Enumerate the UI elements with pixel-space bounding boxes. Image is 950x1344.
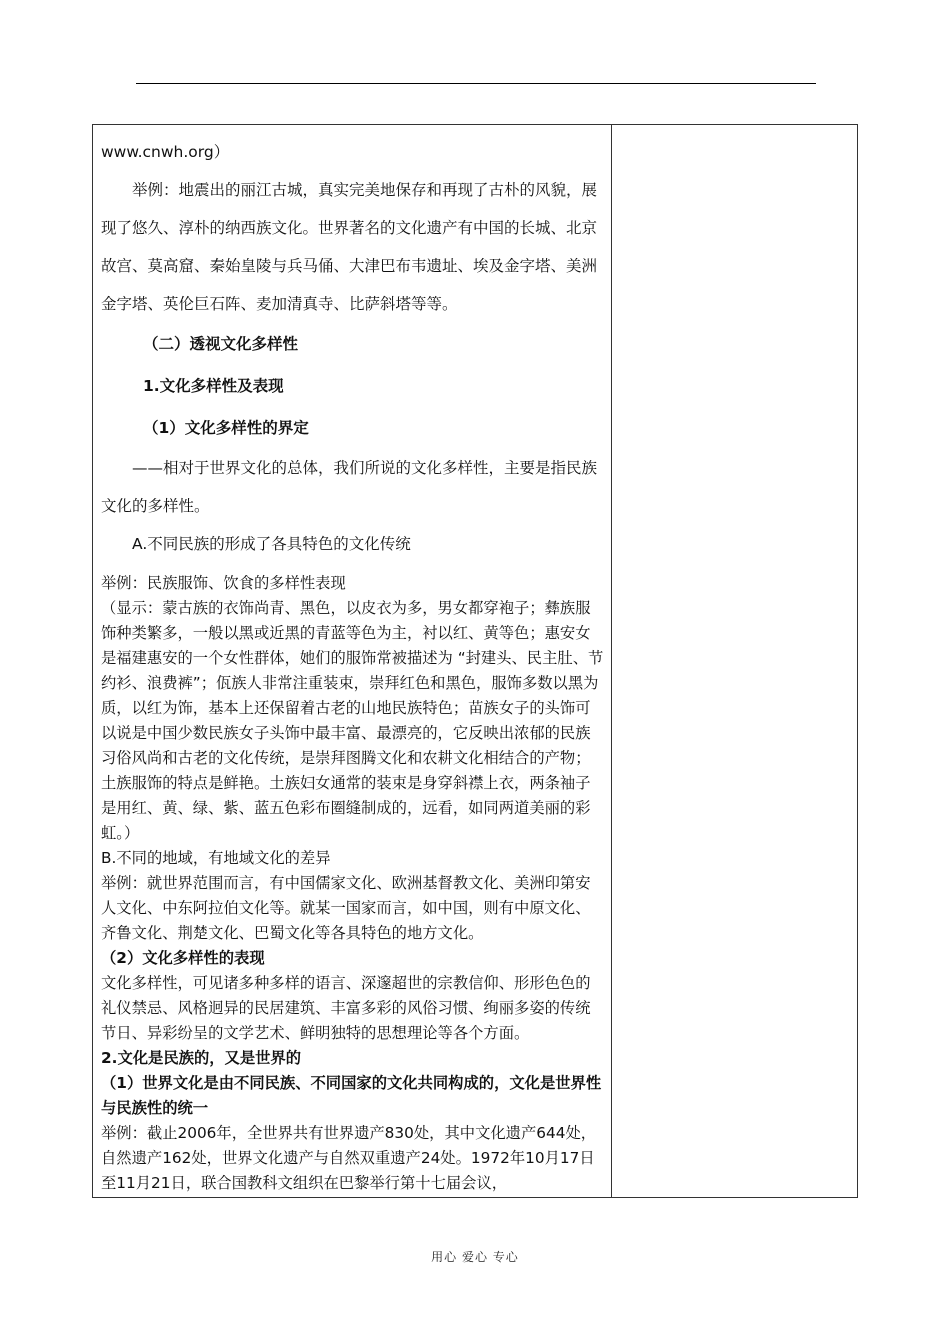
subsubsection-title: （1）文化多样性的界定	[143, 419, 309, 437]
content-cell	[101, 133, 605, 1197]
subsubsection-title-3: （1）世界文化是由不同民族、不同国家的文化共同构成的，文化是世界性与民族性的统一	[101, 1074, 602, 1117]
point-a: A.不同民族的形成了各具特色的文化传统	[132, 535, 411, 553]
column-divider	[611, 125, 612, 1197]
subsubsection-title-2: （2）文化多样性的表现	[101, 949, 265, 967]
example-heritage-sites: 举例：地震出的丽江古城，真实完美地保存和再现了古朴的风貌，展现了悠久、淳朴的纳西族文化。世界著名的文化遗产有中国的长城、北京故宫、莫高窟、秦始皇陵与兵马俑、大津巴布韦遗址、埃及金字塔、美洲金字塔、英伦巨石阵、麦加清真寺、比萨斜塔等等。	[101, 181, 598, 313]
example-a-title: 举例：民族服饰、饮食的多样性表现	[101, 574, 346, 592]
lesson-table	[92, 124, 858, 1198]
example-world-heritage: 举例：截止2006年，全世界共有世界遗产830处，其中文化遗产644处，自然遗产162处，世界文化遗产与自然双重遗产24处。1972年10月17日至11月21日，联合国教科文组织在巴黎举行第十七届会议，	[101, 1124, 597, 1192]
example-a-body: （显示：蒙古族的衣饰尚青、黑色，以皮衣为多，男女都穿袍子；彝族服饰种类繁多，一般以黑或近黑的青蓝等色为主，衬以红、黄等色；惠安女是福建惠安的一个女性群体，她们的服饰常被描述为 “封建头、民主肚、节约衫、浪费裤”；佤族人非常注重装束，崇拜红色和黑色，服饰多数以黑为质，以红为饰，基本上还保留着古老的山地民族特色；苗族女子的头饰可以说是中国少数民族女子头饰中最丰富、最漂亮的，它反映出浓郁的民族习俗风尚和古老的文化传统，是崇拜图腾文化和农耕文化相结合的产物；土族服饰的特点是鲜艳。土族妇女通常的装束是身穿斜襟上衣，两条袖子是用红、黄、绿、紫、蓝五色彩布圈缝制成的，远看，如同两道美丽的彩虹。）	[101, 599, 604, 842]
point-b: B.不同的地域，有地域文化的差异	[101, 849, 331, 867]
page-footer: 用心 爱心 专心	[431, 1250, 519, 1264]
section-title: （二）透视文化多样性	[143, 335, 299, 353]
example-b: 举例：就世界范围而言，有中国儒家文化、欧洲基督教文化、美洲印第安人文化、中东阿拉伯文化等。就某一国家而言，如中国，则有中原文化、齐鲁文化、荆楚文化、巴蜀文化等各具特色的地方文化。	[101, 874, 591, 942]
subsection-title: 1.文化多样性及表现	[143, 377, 284, 395]
url-line: www.cnwh.org）	[101, 143, 230, 161]
manifestation-paragraph: 文化多样性，可见诸多种多样的语言、深邃超世的宗教信仰、形形色色的礼仪禁忌、风格迥异的民居建筑、丰富多彩的风俗习惯、绚丽多姿的传统节日、异彩纷呈的文学艺术、鲜明独特的思想理论等各个方面。	[101, 974, 591, 1042]
definition-paragraph: ——相对于世界文化的总体，我们所说的文化多样性，主要是指民族文化的多样性。	[101, 459, 598, 515]
header-rule	[136, 83, 816, 84]
subsection-title-2: 2.文化是民族的，又是世界的	[101, 1049, 302, 1067]
